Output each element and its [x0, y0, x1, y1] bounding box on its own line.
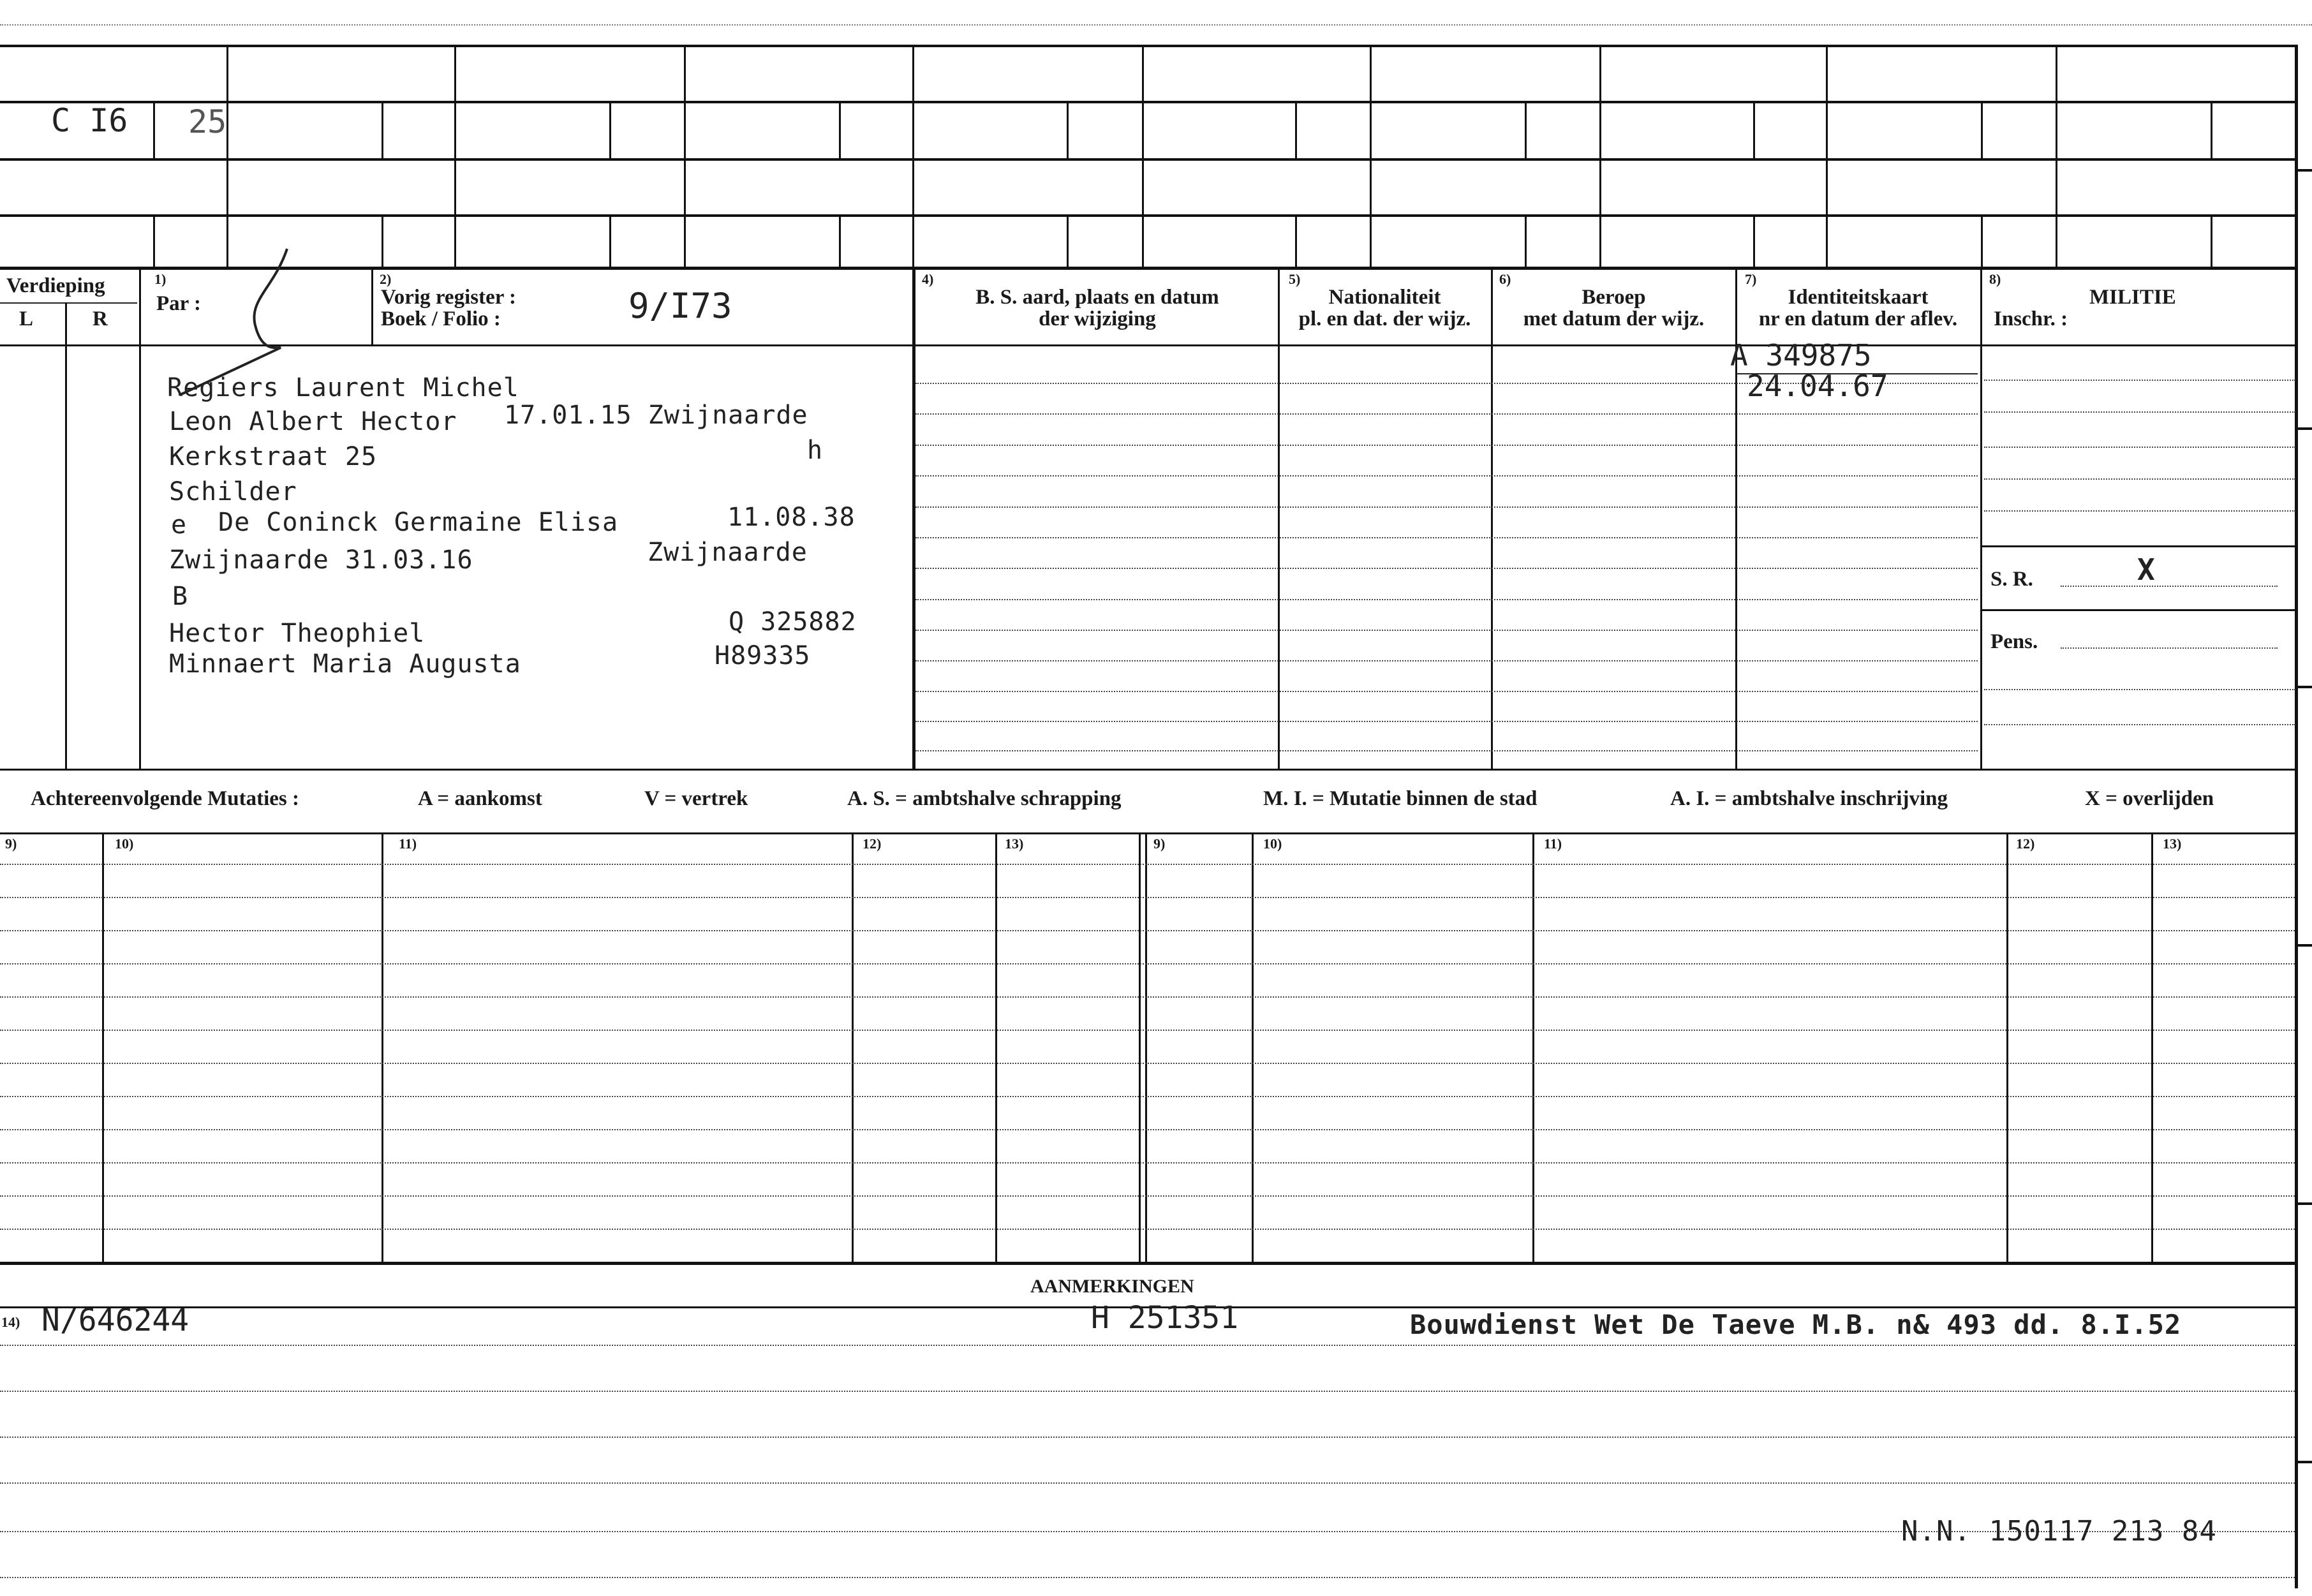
top-code: C I6	[51, 102, 128, 139]
col7-line2: nr en datum der aflev.	[1758, 307, 1958, 330]
mut-col-13: 13)	[1005, 836, 1024, 852]
mut-col-12: 12)	[863, 836, 882, 852]
col4-num: 4)	[922, 271, 934, 287]
person-line3-mark: h	[807, 436, 824, 465]
col5-line1: Nationaliteit	[1328, 286, 1441, 309]
pens-line	[2061, 647, 2278, 649]
mutaties-ai: A. I. = ambtshalve inschrijving	[1670, 787, 1948, 810]
remarks-num: 14)	[1, 1314, 20, 1330]
mutaties-x: X = overlijden	[2085, 787, 2214, 810]
remarks-footer: N.N. 150117 213 84	[1901, 1515, 2217, 1548]
mutaties-v: V = vertrek	[644, 787, 748, 810]
person-line7: B	[172, 582, 189, 611]
person-line9-name: Minnaert Maria Augusta	[169, 649, 521, 679]
col4-line1: B. S. aard, plaats en datum	[975, 286, 1219, 309]
col8-num: 8)	[1989, 271, 2001, 287]
militie-sr-label: S. R.	[1990, 568, 2033, 591]
person-line5-prefix: e	[171, 510, 188, 540]
col2-num: 2)	[380, 271, 392, 287]
mut-col-13b: 13)	[2163, 836, 2182, 852]
militie-title: MILITIE	[2089, 286, 2176, 309]
person-line8-code: Q 325882	[729, 607, 857, 637]
mutaties-as: A. S. = ambtshalve schrapping	[847, 787, 1122, 810]
col6-num: 6)	[1499, 271, 1511, 287]
person-line6-place: Zwijnaarde	[648, 538, 808, 567]
verdieping-label: Verdieping	[6, 274, 105, 297]
mut-col-10b: 10)	[1263, 836, 1282, 852]
mut-col-11: 11)	[399, 836, 417, 852]
mut-col-9: 9)	[5, 836, 17, 852]
remarks-title: AANMERKINGEN	[1030, 1276, 1194, 1297]
identity-number: A 349875	[1730, 338, 1872, 373]
identity-date: 24.04.67	[1747, 369, 1888, 403]
person-line8-name: Hector Theophiel	[169, 619, 426, 648]
col2-boek-folio: Boek / Folio :	[381, 307, 501, 330]
mutaties-mi: M. I. = Mutatie binnen de stad	[1263, 787, 1538, 810]
col1-par-label: Par :	[156, 292, 201, 315]
person-line4: Schilder	[169, 477, 297, 506]
militie-sr-value: X	[2137, 552, 2155, 587]
col6-line2: met datum der wijz.	[1523, 307, 1705, 330]
col5-line2: pl. en dat. der wijz.	[1298, 307, 1471, 330]
person-line6: Zwijnaarde 31.03.16	[169, 545, 473, 575]
militie-pens-label: Pens.	[1990, 630, 2038, 653]
col7-num: 7)	[1745, 271, 1757, 287]
sr-line	[2061, 586, 2278, 587]
person-line5-name: De Coninck Germaine Elisa	[218, 508, 619, 537]
remarks-n-number: N/646244	[41, 1303, 189, 1338]
col7-line1: Identiteitskaart	[1788, 286, 1929, 309]
top-number: 25	[188, 103, 227, 140]
col5-num: 5)	[1289, 271, 1301, 287]
person-line2-date: 17.01.15 Zwijnaarde	[504, 401, 808, 430]
verdieping-l: L	[19, 307, 34, 330]
verdieping-r: R	[93, 307, 108, 330]
militie-inschr: Inschr. :	[1994, 307, 2068, 330]
person-line1: Regiers Laurent Michel	[167, 373, 519, 403]
mutaties-a: A = aankomst	[418, 787, 542, 810]
mutaties-title: Achtereenvolgende Mutaties :	[31, 787, 299, 810]
vorig-register-value: 9/I73	[628, 286, 732, 326]
person-line2-name: Leon Albert Hector	[169, 407, 457, 436]
remarks-h-number: H 251351	[1091, 1300, 1239, 1336]
person-line9-code: H89335	[715, 641, 811, 670]
par-mark	[179, 242, 306, 395]
remarks-bouwdienst: Bouwdienst Wet De Taeve M.B. n& 493 dd. 8.I.52	[1410, 1309, 2182, 1340]
mut-col-11b: 11)	[1544, 836, 1562, 852]
mut-col-9b: 9)	[1153, 836, 1166, 852]
person-line5-date: 11.08.38	[727, 503, 856, 532]
col2-vorig-register: Vorig register :	[381, 286, 517, 309]
col1-num: 1)	[154, 271, 167, 287]
person-line3: Kerkstraat 25	[169, 442, 378, 471]
col6-line1: Beroep	[1582, 286, 1646, 309]
mut-col-12b: 12)	[2016, 836, 2035, 852]
col4-line2: der wijziging	[1039, 307, 1156, 330]
mut-col-10: 10)	[115, 836, 134, 852]
